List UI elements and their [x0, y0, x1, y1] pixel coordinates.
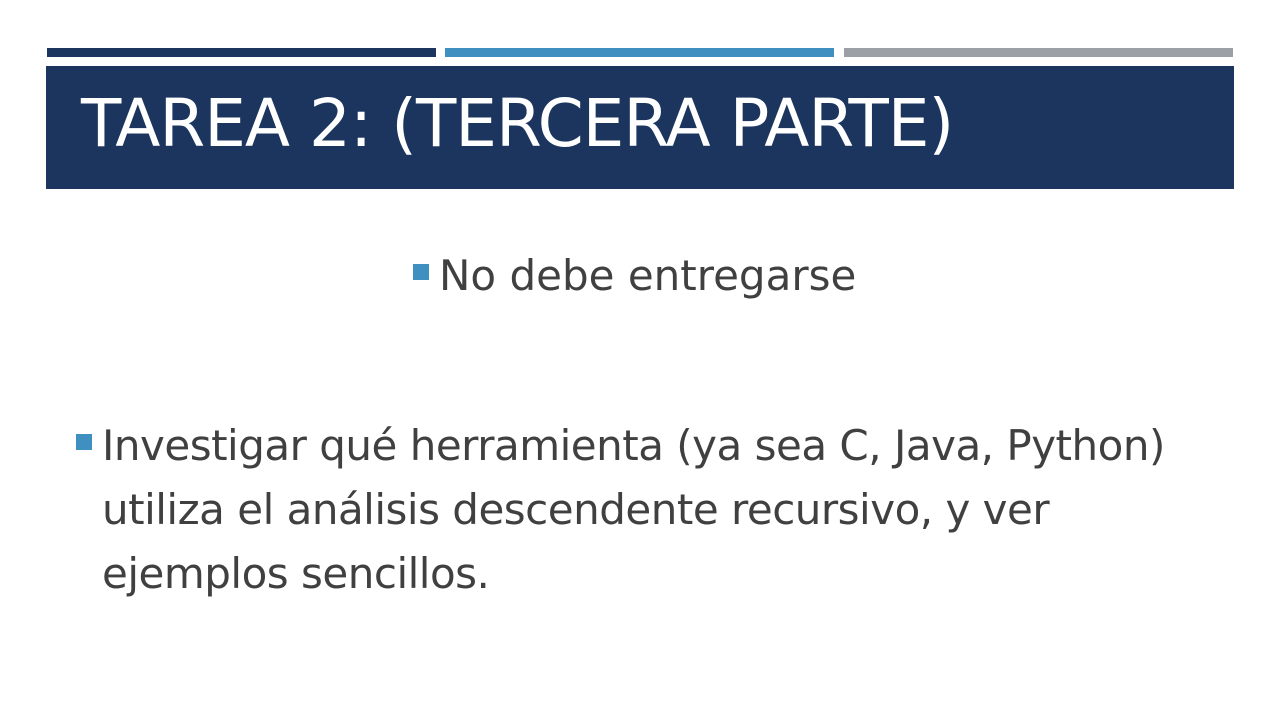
square-bullet-icon — [413, 264, 429, 280]
accent-bar-dark — [47, 48, 436, 57]
bullet-text-2: Investigar qué herramienta (ya sea C, Java, Python) utiliza el análisis descendente recursivo, y ver ejemplos sencillos. — [102, 421, 1165, 598]
square-bullet-icon — [76, 434, 92, 450]
slide-title: TAREA 2: (TERCERA PARTE) — [81, 84, 954, 162]
bullet-item-2 — [76, 414, 1226, 606]
bullet-text-1: No debe entregarse — [439, 251, 857, 300]
accent-bar-gray — [844, 48, 1233, 57]
title-band — [46, 66, 1234, 189]
bullet-item-1 — [413, 244, 856, 308]
accent-bar-blue — [445, 48, 834, 57]
